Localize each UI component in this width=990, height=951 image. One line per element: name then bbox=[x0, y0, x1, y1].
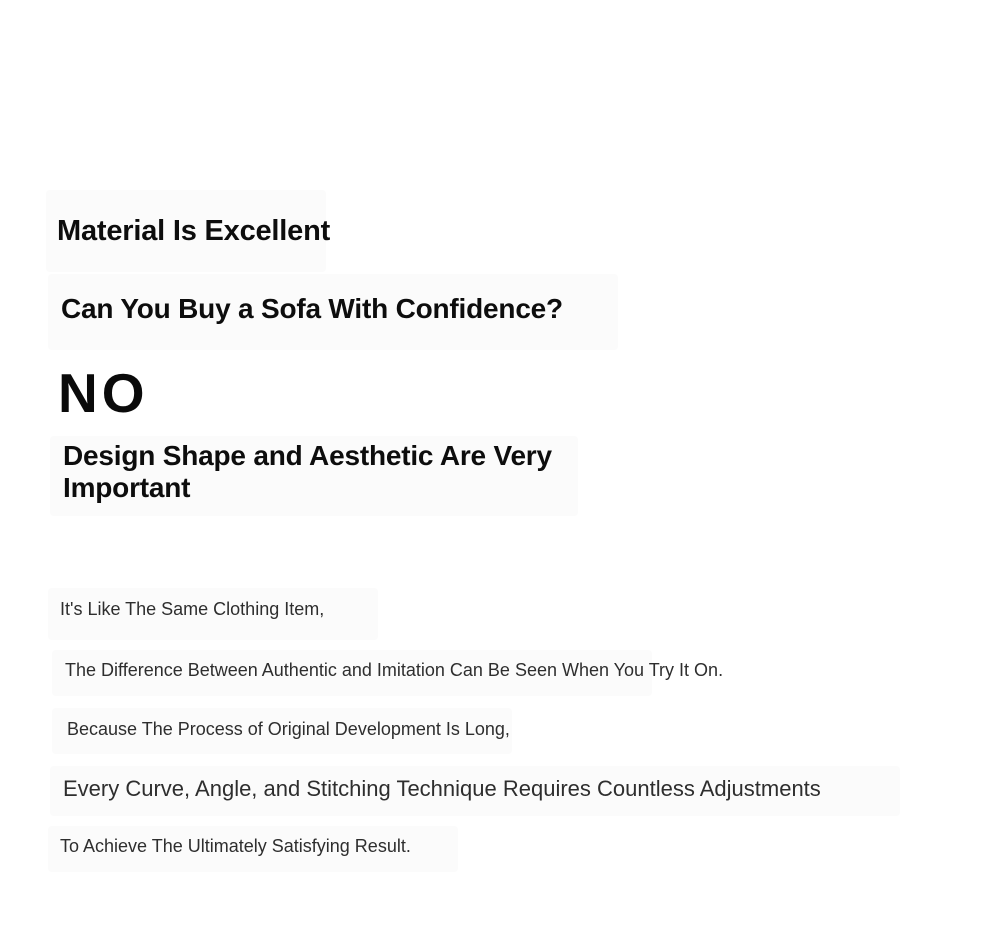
heading-answer-no: NO bbox=[58, 362, 149, 424]
paragraph-line-4: Every Curve, Angle, and Stitching Technique Requires Countless Adjustments bbox=[63, 776, 821, 801]
paragraph-line-5: To Achieve The Ultimately Satisfying Result. bbox=[60, 836, 411, 856]
heading-design-importance: Design Shape and Aesthetic Are Very Important bbox=[63, 440, 552, 503]
paragraph-line-1: It's Like The Same Clothing Item, bbox=[60, 599, 325, 619]
heading-confidence-question: Can You Buy a Sofa With Confidence? bbox=[61, 293, 563, 324]
paragraph-line-3: Because The Process of Original Development Is Long, bbox=[67, 719, 510, 739]
paragraph-line-2: The Difference Between Authentic and Imitation Can Be Seen When You Try It On. bbox=[65, 660, 724, 680]
heading-material: Material Is Excellent bbox=[57, 215, 331, 247]
